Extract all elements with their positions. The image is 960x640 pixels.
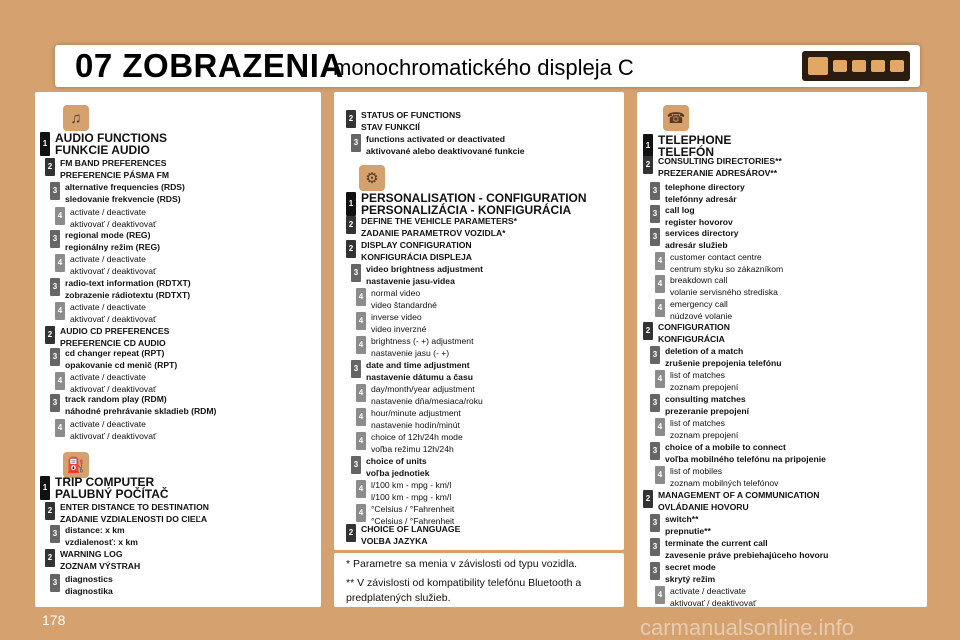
menu-item-text bbox=[665, 346, 782, 369]
menu-item-line: AUDIO FUNCTIONS bbox=[55, 131, 167, 145]
menu-item bbox=[655, 275, 778, 298]
menu-item bbox=[655, 418, 738, 441]
warning-icon bbox=[871, 60, 885, 72]
level-badge: 4 bbox=[55, 372, 65, 390]
menu-item bbox=[50, 574, 113, 597]
level-badge: 3 bbox=[351, 456, 361, 474]
menu-item-line: telefónny adresár bbox=[665, 193, 737, 204]
menu-item-text bbox=[658, 156, 782, 179]
menu-item bbox=[55, 419, 156, 442]
level-badge: 2 bbox=[643, 322, 653, 340]
level-badge: 4 bbox=[655, 275, 665, 293]
level-badge: 3 bbox=[50, 230, 60, 248]
menu-item bbox=[346, 110, 461, 133]
menu-item-line: hour/minute adjustment bbox=[371, 408, 461, 418]
menu-item-line: zoznam mobilných telefónov bbox=[670, 477, 779, 488]
menu-item-text bbox=[665, 394, 749, 417]
level-badge: 4 bbox=[356, 312, 366, 330]
menu-item bbox=[655, 299, 732, 322]
menu-item-text bbox=[665, 538, 828, 561]
level-badge: 2 bbox=[643, 490, 653, 508]
menu-item-text bbox=[658, 322, 730, 345]
menu-item-line: activate / deactivate bbox=[70, 372, 146, 382]
menu-item-text bbox=[55, 476, 169, 500]
level-badge: 4 bbox=[55, 207, 65, 225]
menu-item-text bbox=[60, 158, 169, 181]
menu-item-line: track random play (RDM) bbox=[65, 394, 167, 404]
menu-item bbox=[650, 394, 749, 417]
menu-item-line: list of matches bbox=[670, 370, 725, 380]
menu-item-line: zavesenie práve prebiehajúceho hovoru bbox=[665, 549, 829, 560]
menu-item-line: consulting matches bbox=[665, 394, 746, 404]
column-telephone bbox=[637, 92, 927, 607]
menu-item bbox=[346, 192, 587, 216]
settings-icon: ⚙ bbox=[359, 165, 385, 191]
menu-item-line: centrum styku so zákazníkom bbox=[670, 263, 784, 274]
level-badge: 4 bbox=[655, 466, 665, 484]
column-audio-trip bbox=[35, 92, 321, 607]
menu-item-line: DISPLAY CONFIGURATION bbox=[361, 240, 472, 250]
menu-item bbox=[40, 132, 167, 156]
menu-item-text bbox=[670, 418, 738, 441]
level-badge: 3 bbox=[650, 394, 660, 412]
menu-item bbox=[655, 466, 778, 489]
menu-item-line: TRIP COMPUTER bbox=[55, 475, 155, 489]
menu-item-line: AUDIO CD PREFERENCES bbox=[60, 326, 170, 336]
level-badge: 3 bbox=[50, 278, 60, 296]
menu-item-line: zoznam prepojení bbox=[670, 381, 739, 392]
menu-item-line: breakdown call bbox=[670, 275, 728, 285]
menu-item-text bbox=[670, 252, 783, 275]
title-bar bbox=[55, 45, 920, 87]
menu-item bbox=[650, 205, 733, 228]
menu-item bbox=[356, 480, 451, 503]
menu-item-line: ZADANIE PARAMETROV VOZIDLA* bbox=[361, 227, 506, 238]
menu-item-text bbox=[371, 480, 451, 503]
menu-item-text bbox=[665, 182, 745, 205]
menu-item-line: nastavenie jasu-videa bbox=[366, 275, 455, 286]
menu-item-line: zoznam prepojení bbox=[670, 429, 739, 440]
menu-item-text bbox=[65, 348, 177, 371]
menu-item-line: video štandardné bbox=[371, 299, 437, 310]
menu-item-line: PREFERENCIE PÁSMA FM bbox=[60, 169, 170, 180]
level-badge: 2 bbox=[45, 502, 55, 520]
menu-item-line: nastavenie hodín/minút bbox=[371, 419, 460, 430]
level-badge: 1 bbox=[346, 192, 356, 216]
page-number: 178 bbox=[42, 612, 66, 628]
audio-icon: ♫ bbox=[63, 105, 89, 131]
menu-item-text bbox=[361, 216, 517, 239]
menu-item-line: register hovorov bbox=[665, 216, 733, 227]
level-badge: 3 bbox=[50, 394, 60, 412]
menu-item-line: video inverzné bbox=[371, 323, 427, 334]
menu-item-line: adresár služieb bbox=[665, 239, 728, 250]
menu-item-line: ZOZNAM VÝSTRAH bbox=[60, 560, 141, 571]
level-badge: 1 bbox=[40, 132, 50, 156]
menu-item-text bbox=[60, 502, 209, 525]
menu-item bbox=[650, 538, 828, 561]
menu-item-line: activate / deactivate bbox=[70, 419, 146, 429]
level-badge: 4 bbox=[55, 302, 65, 320]
level-badge: 4 bbox=[356, 384, 366, 402]
menu-item-line: voľba režimu 12h/24h bbox=[371, 443, 454, 454]
menu-item-line: day/month/year adjustment bbox=[371, 384, 475, 394]
menu-item-text bbox=[70, 372, 156, 395]
menu-item-line: nastavenie dňa/mesiaca/roku bbox=[371, 395, 483, 406]
menu-item-text bbox=[60, 326, 169, 349]
menu-item bbox=[50, 278, 191, 301]
level-badge: 4 bbox=[655, 418, 665, 436]
level-badge: 3 bbox=[351, 134, 361, 152]
menu-item-line: volanie servisného strediska bbox=[670, 286, 778, 297]
menu-item-text bbox=[670, 586, 756, 609]
note-box-1 bbox=[334, 553, 624, 575]
menu-item-line: voľba mobilného telefónu na pripojenie bbox=[665, 453, 826, 464]
menu-item-line: PERSONALISATION - CONFIGURATION bbox=[361, 191, 587, 205]
menu-item bbox=[55, 254, 156, 277]
menu-item-line: náhodné prehrávanie skladieb (RDM) bbox=[65, 405, 217, 416]
menu-item bbox=[650, 442, 826, 465]
menu-item-line: activate / deactivate bbox=[70, 254, 146, 264]
level-badge: 2 bbox=[346, 240, 356, 258]
menu-item bbox=[650, 346, 782, 369]
menu-item-line: call log bbox=[665, 205, 695, 215]
menu-item-line: deletion of a match bbox=[665, 346, 744, 356]
level-badge: 4 bbox=[55, 254, 65, 272]
trip-computer-icon: ⛽ bbox=[63, 452, 89, 478]
column-personalisation bbox=[334, 92, 624, 550]
menu-item bbox=[356, 384, 483, 407]
menu-item-line: activate / deactivate bbox=[70, 207, 146, 217]
phone-section-icon: ☎ bbox=[663, 105, 689, 131]
menu-item-line: opakovanie cd menič (RPT) bbox=[65, 359, 178, 370]
level-badge: 3 bbox=[650, 205, 660, 223]
menu-item-line: activate / deactivate bbox=[70, 302, 146, 312]
menu-item-text bbox=[366, 264, 483, 287]
menu-item-line: choice of a mobile to connect bbox=[665, 442, 786, 452]
menu-item bbox=[650, 228, 739, 251]
menu-item-text bbox=[670, 370, 738, 393]
level-badge: 3 bbox=[351, 360, 361, 378]
menu-item-line: FUNKCIE AUDIO bbox=[55, 143, 150, 157]
menu-item-line: CONFIGURATION bbox=[658, 322, 730, 332]
menu-item-text bbox=[665, 228, 739, 251]
menu-item-text bbox=[361, 240, 472, 263]
menu-item-line: switch** bbox=[665, 514, 699, 524]
menu-item bbox=[40, 476, 169, 500]
menu-item-line: l/100 km - mpg - km/l bbox=[371, 491, 452, 502]
menu-item bbox=[50, 182, 185, 205]
menu-item bbox=[356, 432, 463, 455]
nav-icon bbox=[890, 60, 904, 72]
menu-item-line: núdzové volanie bbox=[670, 310, 733, 321]
menu-item bbox=[655, 586, 756, 609]
menu-item-line: functions activated or deactivated bbox=[366, 134, 505, 144]
menu-item-text bbox=[70, 207, 156, 230]
level-badge: 2 bbox=[45, 326, 55, 344]
level-badge: 3 bbox=[650, 442, 660, 460]
menu-item-line: radio-text information (RDTXT) bbox=[65, 278, 191, 288]
menu-item-text bbox=[366, 360, 473, 383]
menu-item-line: PALUBNÝ POČÍTAČ bbox=[55, 487, 169, 501]
menu-item bbox=[655, 252, 783, 275]
menu-item-line: aktivovať / deaktivovať bbox=[670, 597, 757, 608]
menu-item bbox=[351, 134, 525, 157]
menu-item bbox=[50, 394, 216, 417]
menu-item-line: sledovanie frekvencie (RDS) bbox=[65, 193, 181, 204]
menu-item-text bbox=[65, 394, 216, 417]
menu-item-text bbox=[371, 432, 463, 455]
menu-item-text bbox=[65, 182, 185, 205]
menu-item-line: video brightness adjustment bbox=[366, 264, 483, 274]
menu-item bbox=[351, 264, 483, 287]
menu-item bbox=[655, 370, 738, 393]
menu-item-text bbox=[665, 562, 716, 585]
footnote-vehicle: * Parametre sa menia v závislosti od typu vozidla. bbox=[346, 558, 578, 570]
menu-item bbox=[356, 288, 437, 311]
menu-item bbox=[55, 372, 156, 395]
menu-item bbox=[643, 134, 731, 158]
menu-item-line: diagnostics bbox=[65, 574, 113, 584]
menu-item-line: regional mode (REG) bbox=[65, 230, 151, 240]
note-box-2 bbox=[334, 573, 624, 607]
menu-item-line: zrušenie prepojenia telefónu bbox=[665, 357, 782, 368]
level-badge: 4 bbox=[655, 252, 665, 270]
menu-item-line: diagnostika bbox=[65, 585, 113, 596]
level-badge: 4 bbox=[655, 586, 665, 604]
level-badge: 3 bbox=[650, 346, 660, 364]
menu-item bbox=[643, 156, 782, 179]
menu-item bbox=[643, 490, 820, 513]
level-badge: 1 bbox=[40, 476, 50, 500]
level-badge: 3 bbox=[50, 525, 60, 543]
menu-item bbox=[351, 456, 429, 479]
menu-item-text bbox=[371, 408, 461, 431]
menu-item-line: nastavenie jasu (- +) bbox=[371, 347, 450, 358]
menu-item-text bbox=[65, 278, 191, 301]
level-badge: 3 bbox=[351, 264, 361, 282]
menu-item-line: aktivovať / deaktivovať bbox=[70, 313, 157, 324]
menu-item-line: skrytý režim bbox=[665, 573, 716, 584]
menu-item-line: TELEPHONE bbox=[658, 133, 732, 147]
menu-item bbox=[45, 158, 169, 181]
menu-item-text bbox=[70, 302, 156, 325]
level-badge: 2 bbox=[346, 110, 356, 128]
menu-item bbox=[50, 230, 160, 253]
menu-item-line: VOĽBA JAZYKA bbox=[361, 535, 428, 546]
menu-item bbox=[346, 216, 517, 239]
menu-item-line: distance: x km bbox=[65, 525, 125, 535]
menu-item bbox=[356, 312, 426, 335]
menu-item bbox=[346, 524, 460, 547]
menu-item-line: normal video bbox=[371, 288, 421, 298]
menu-item-text bbox=[670, 299, 732, 322]
page-title: 07 ZOBRAZENIA bbox=[75, 47, 344, 84]
menu-item-line: OVLÁDANIE HOVORU bbox=[658, 501, 749, 512]
menu-item-line: terminate the current call bbox=[665, 538, 768, 548]
menu-item-line: PREFERENCIE CD AUDIO bbox=[60, 337, 166, 348]
menu-item-text bbox=[371, 336, 473, 359]
menu-item-line: cd changer repeat (RPT) bbox=[65, 348, 165, 358]
level-badge: 3 bbox=[650, 514, 660, 532]
menu-item-line: KONFIGURÁCIA DISPLEJA bbox=[361, 251, 472, 262]
menu-item-text bbox=[65, 574, 113, 597]
menu-item-text bbox=[670, 275, 778, 298]
menu-item-line: telephone directory bbox=[665, 182, 745, 192]
level-badge: 3 bbox=[650, 538, 660, 556]
menu-item-text bbox=[361, 110, 461, 133]
level-badge: 4 bbox=[655, 299, 665, 317]
menu-item-line: °Celsius / °Fahrenheit bbox=[371, 504, 455, 514]
menu-item-text bbox=[658, 134, 731, 158]
menu-item-line: °Celsius / °Fahrenheit bbox=[371, 515, 455, 526]
menu-item-line: nastavenie dátumu a času bbox=[366, 371, 473, 382]
menu-item-line: aktivovať / deaktivovať bbox=[70, 430, 157, 441]
level-badge: 4 bbox=[55, 419, 65, 437]
menu-item-line: STATUS OF FUNCTIONS bbox=[361, 110, 461, 120]
menu-item-line: MANAGEMENT OF A COMMUNICATION bbox=[658, 490, 820, 500]
level-badge: 4 bbox=[356, 288, 366, 306]
menu-item-line: zobrazenie rádiotextu (RDTXT) bbox=[65, 289, 191, 300]
level-badge: 2 bbox=[346, 216, 356, 234]
level-badge: 3 bbox=[50, 348, 60, 366]
menu-item-line: services directory bbox=[665, 228, 739, 238]
menu-item-text bbox=[366, 134, 525, 157]
level-badge: 4 bbox=[356, 432, 366, 450]
menu-item-line: emergency call bbox=[670, 299, 728, 309]
menu-item-line: TELEFÓN bbox=[658, 145, 714, 159]
radio-icon bbox=[833, 60, 847, 72]
menu-item-text bbox=[70, 419, 156, 442]
level-badge: 1 bbox=[643, 134, 653, 158]
menu-item-line: aktivované alebo deaktivované funkcie bbox=[366, 145, 525, 156]
level-badge: 4 bbox=[356, 336, 366, 354]
phone-icon bbox=[852, 60, 866, 72]
menu-item-line: CHOICE OF LANGUAGE bbox=[361, 524, 461, 534]
menu-item-line: secret mode bbox=[665, 562, 716, 572]
menu-item-line: KONFIGURÁCIA bbox=[658, 333, 725, 344]
title-icons bbox=[802, 51, 910, 81]
menu-item bbox=[650, 182, 745, 205]
level-badge: 4 bbox=[356, 408, 366, 426]
menu-item-line: inverse video bbox=[371, 312, 422, 322]
level-badge: 3 bbox=[50, 574, 60, 592]
menu-item-text bbox=[371, 312, 426, 335]
menu-item bbox=[45, 549, 140, 572]
level-badge: 2 bbox=[346, 524, 356, 542]
menu-item-line: vzdialenosť: x km bbox=[65, 536, 138, 547]
menu-item-line: customer contact centre bbox=[670, 252, 762, 262]
menu-item-line: activate / deactivate bbox=[670, 586, 746, 596]
level-badge: 3 bbox=[650, 562, 660, 580]
menu-item bbox=[45, 502, 209, 525]
menu-item-line: regionálny režim (REG) bbox=[65, 241, 161, 252]
menu-item bbox=[50, 525, 138, 548]
menu-item-line: list of mobiles bbox=[670, 466, 723, 476]
level-badge: 2 bbox=[45, 158, 55, 176]
level-badge: 3 bbox=[650, 182, 660, 200]
menu-item-line: WARNING LOG bbox=[60, 549, 123, 559]
menu-item-line: ZADANIE VZDIALENOSTI DO CIEĽA bbox=[60, 513, 208, 524]
menu-item bbox=[45, 326, 169, 349]
menu-item-line: aktivovať / deaktivovať bbox=[70, 265, 157, 276]
menu-item-line: voľba jednotiek bbox=[366, 467, 430, 478]
menu-item-line: choice of 12h/24h mode bbox=[371, 432, 463, 442]
level-badge: 4 bbox=[655, 370, 665, 388]
level-badge: 3 bbox=[650, 228, 660, 246]
menu-item-line: CONSULTING DIRECTORIES** bbox=[658, 156, 782, 166]
menu-item-line: DEFINE THE VEHICLE PARAMETERS* bbox=[361, 216, 517, 226]
menu-item bbox=[356, 336, 473, 359]
menu-item-line: list of matches bbox=[670, 418, 725, 428]
menu-item-line: STAV FUNKCIÍ bbox=[361, 121, 420, 132]
page-subtitle: monochromatického displeja C bbox=[333, 55, 634, 80]
menu-item-line: date and time adjustment bbox=[366, 360, 470, 370]
menu-item bbox=[50, 348, 177, 371]
menu-item-text bbox=[65, 230, 160, 253]
menu-item-text bbox=[361, 524, 460, 547]
menu-item-text bbox=[665, 514, 711, 537]
menu-item-text bbox=[361, 192, 587, 216]
menu-item-line: choice of units bbox=[366, 456, 427, 466]
menu-item-line: ENTER DISTANCE TO DESTINATION bbox=[60, 502, 209, 512]
level-badge: 2 bbox=[45, 549, 55, 567]
menu-item bbox=[650, 562, 716, 585]
level-badge: 4 bbox=[356, 480, 366, 498]
footnote-bluetooth: ** V závislosti od kompatibility telefónu Bluetooth a predplatených služieb. bbox=[346, 577, 582, 604]
menu-item-line: alternative frequencies (RDS) bbox=[65, 182, 185, 192]
level-badge: 2 bbox=[643, 156, 653, 174]
menu-item bbox=[356, 408, 461, 431]
menu-item-line: prezeranie prepojení bbox=[665, 405, 750, 416]
menu-item-text bbox=[55, 132, 167, 156]
level-badge: 4 bbox=[356, 504, 366, 522]
menu-item bbox=[55, 207, 156, 230]
menu-item-line: FM BAND PREFERENCES bbox=[60, 158, 167, 168]
level-badge: 3 bbox=[50, 182, 60, 200]
menu-item-text bbox=[665, 205, 733, 228]
menu-item-line: brightness (- +) adjustment bbox=[371, 336, 474, 346]
menu-item-text bbox=[670, 466, 778, 489]
menu-item-text bbox=[665, 442, 826, 465]
menu-item bbox=[650, 514, 711, 537]
menu-item bbox=[643, 322, 730, 345]
menu-item-text bbox=[366, 456, 429, 479]
menu-item-line: PERSONALIZÁCIA - KONFIGURÁCIA bbox=[361, 203, 572, 217]
menu-item-line: aktivovať / deaktivovať bbox=[70, 218, 157, 229]
menu-item bbox=[351, 360, 473, 383]
menu-item-text bbox=[65, 525, 138, 548]
menu-item-text bbox=[60, 549, 140, 572]
menu-item-text bbox=[658, 490, 820, 513]
menu-item-line: PREZERANIE ADRESÁROV** bbox=[658, 167, 778, 178]
menu-item-text bbox=[70, 254, 156, 277]
watermark: carmanualsonline.info bbox=[640, 615, 855, 640]
menu-item-text bbox=[371, 288, 437, 311]
menu-item-text bbox=[371, 384, 483, 407]
screen-mode-icon bbox=[808, 57, 828, 75]
menu-item-line: aktivovať / deaktivovať bbox=[70, 383, 157, 394]
menu-item-line: prepnutie** bbox=[665, 525, 711, 536]
menu-item bbox=[55, 302, 156, 325]
menu-item-line: l/100 km - mpg - km/l bbox=[371, 480, 452, 490]
menu-item bbox=[346, 240, 472, 263]
